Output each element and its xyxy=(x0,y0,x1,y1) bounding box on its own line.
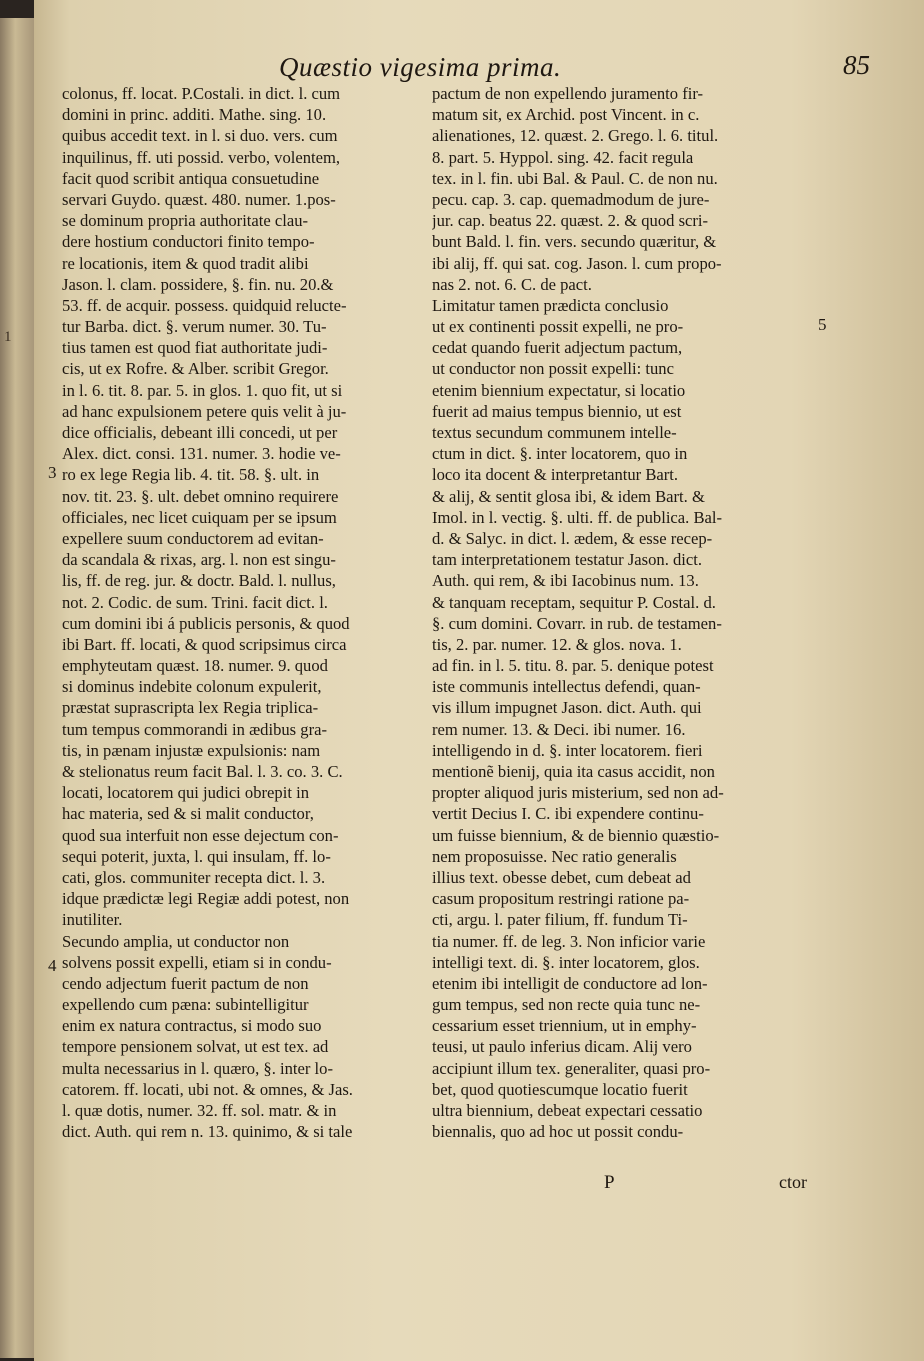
left-text-column xyxy=(62,83,414,1142)
margin-mark-1: 1 xyxy=(4,329,12,345)
right-column-line: cessarium esset triennium, ut in emphy- xyxy=(432,1016,697,1036)
left-column-line: quibus accedit text. in l. si duo. vers. cum xyxy=(62,126,338,146)
right-column-line: intelligendo in d. §. inter locatorem. fieri xyxy=(432,740,703,760)
margin-number-3: 3 xyxy=(48,463,57,482)
right-column-line: ut conductor non possit expelli: tunc xyxy=(432,359,674,379)
left-column-line: dice officialis, debeant illi concedi, ut per xyxy=(62,423,338,442)
right-column-line: ad fin. in l. 5. titu. 8. par. 5. denique potest xyxy=(432,656,714,676)
left-column-line: dict. Auth. qui rem n. 13. quinimo, & si tale xyxy=(62,1122,353,1142)
right-column-line: §. cum domini. Covarr. in rub. de testamen- xyxy=(432,613,722,633)
left-column-line: servari Guydo. quæst. 480. numer. 1.pos- xyxy=(62,189,336,209)
right-column-line: cedat quando fuerit adjectum pactum, xyxy=(432,338,683,358)
right-column-line: Limitatur tamen prædicta conclusio xyxy=(432,295,669,315)
left-column-line: quod sua interfuit non esse dejectum con- xyxy=(62,825,339,845)
left-column-line: dere hostium conductori finito tempo- xyxy=(62,232,315,252)
left-column-line: ro ex lege Regia lib. 4. tit. 58. §. ult. in xyxy=(62,465,320,485)
page-number: 85 xyxy=(843,50,870,80)
left-column-line: in l. 6. tit. 8. par. 5. in glos. 1. quo fit, ut si xyxy=(62,380,343,400)
right-column-line: pecu. cap. 3. cap. quemadmodum de jure- xyxy=(432,189,710,209)
right-column-line: ibi alij, ff. qui sat. cog. Jason. l. cum propo- xyxy=(432,253,722,273)
left-column-line: Alex. dict. consi. 131. numer. 3. hodie ve- xyxy=(62,444,341,464)
right-column-line: mentionẽ bienij, quia ita casus accidit, non xyxy=(432,762,715,781)
left-column-line: enim ex natura contractus, si modo suo xyxy=(62,1016,322,1036)
left-column-line: Secundo amplia, ut conductor non xyxy=(62,931,290,951)
left-column-line: da scandala & rixas, arg. l. non est singu- xyxy=(62,550,336,570)
right-column-line: pactum de non expellendo juramento fir- xyxy=(432,84,704,103)
running-title: Quæstio vigesima prima. xyxy=(279,52,562,82)
left-column-line: not. 2. Codic. de sum. Trini. facit dict. l. xyxy=(62,592,328,612)
right-column-line: tex. in l. fin. ubi Bal. & Paul. C. de non nu. xyxy=(432,168,718,188)
right-column-line: matum sit, ex Archid. post Vincent. in c. xyxy=(432,105,700,125)
left-column-line: nov. tit. 23. §. ult. debet omnino requirere xyxy=(62,486,339,506)
right-column-line: intelligi text. di. §. inter locatorem, glos. xyxy=(432,952,700,972)
right-column-line: alienationes, 12. quæst. 2. Grego. l. 6. titul. xyxy=(432,126,719,146)
left-column-line: & stelionatus reum facit Bal. l. 3. co. 3. C. xyxy=(62,762,343,781)
left-column-line: re locationis, item & quod tradit alibi xyxy=(62,253,309,273)
left-column-line: tur Barba. dict. §. verum numer. 30. Tu- xyxy=(62,317,327,337)
book-page xyxy=(34,0,924,1361)
left-column-line: locati, locatorem qui judici obrepit in xyxy=(62,783,309,803)
left-column-line: se dominum propria authoritate clau- xyxy=(62,211,309,231)
right-column-line: tia numer. ff. de leg. 3. Non inficior varie xyxy=(432,931,706,951)
right-column-line: Imol. in l. vectig. §. ulti. ff. de publica. Bal- xyxy=(432,507,723,527)
left-column-line: solvens possit expelli, etiam si in condu- xyxy=(62,952,332,972)
left-column-line: idque prædictæ legi Regiæ addi potest, non xyxy=(62,889,350,909)
right-column-line: accipiunt illum tex. generaliter, quasi pro- xyxy=(432,1058,711,1078)
margin-number-4: 4 xyxy=(48,956,57,975)
right-column-line: ut ex continenti possit expelli, ne pro- xyxy=(432,317,684,337)
left-column-line: expellendo cum pæna: subintelligitur xyxy=(62,995,309,1015)
left-column-line: ibi Bart. ff. locati, & quod scripsimus circa xyxy=(62,634,347,654)
right-column-line: tis, 2. par. numer. 12. & glos. nova. 1. xyxy=(432,634,682,654)
right-column-line: 8. part. 5. Hyppol. sing. 42. facit regula xyxy=(432,147,694,167)
right-column-line: d. & Salyc. in dict. l. ædem, & esse recep- xyxy=(432,528,713,548)
left-column-line: cis, ut ex Rofre. & Alber. scribit Gregor. xyxy=(62,359,329,379)
left-column-line: tius tamen est quod fiat authoritate judi- xyxy=(62,338,328,358)
right-column-line: etenim biennium expectatur, si locatio xyxy=(432,380,686,400)
right-text-column xyxy=(432,83,808,1142)
right-column-line: loco ita docent & interpretantur Bart. xyxy=(432,465,679,485)
right-column-line: vis illum impugnet Jason. dict. Auth. qui xyxy=(432,698,702,718)
left-column-line: domini in princ. additi. Mathe. sing. 10. xyxy=(62,105,327,125)
right-column-line: biennalis, quo ad hoc ut possit condu- xyxy=(432,1122,684,1142)
right-column-line: teusi, ut paulo inferius dicam. Alij vero xyxy=(432,1037,692,1057)
left-column-line: cendo adjectum fuerit pactum de non xyxy=(62,973,309,993)
left-column-line: l. quæ dotis, numer. 32. ff. sol. matr. & in xyxy=(62,1101,337,1120)
right-column-line: etenim ibi intelligit de conductore ad lon- xyxy=(432,973,708,993)
left-column-line: emphyteutam quæst. 18. numer. 9. quod xyxy=(62,656,328,676)
right-column-line: gum tempus, sed non recte quia tunc ne- xyxy=(432,995,701,1015)
catchword: ctor xyxy=(779,1172,807,1192)
left-column-line: 53. ff. de acquir. possess. quidquid relucte- xyxy=(62,295,347,315)
left-column-line: si dominus indebite colonum expulerit, xyxy=(62,677,322,697)
left-column-line: inutiliter. xyxy=(62,910,123,930)
left-column-line: Jason. l. clam. possidere, §. fin. nu. 20.& xyxy=(62,274,334,294)
left-column-line: cum domini ibi á publicis personis, & quod xyxy=(62,613,350,633)
right-column-line: Auth. qui rem, & ibi Iacobinus num. 13. xyxy=(432,571,699,591)
left-column-line: officiales, nec licet cuiquam per se ipsum xyxy=(62,507,337,527)
right-column-line: bunt Bald. l. fin. vers. secundo quæritur, & xyxy=(432,232,717,252)
right-column-line: textus secundum communem intelle- xyxy=(432,423,677,442)
left-column-line: ad hanc expulsionem petere quis velit à ju- xyxy=(62,401,347,421)
right-column-line: fuerit ad maius tempus biennio, ut est xyxy=(432,401,682,421)
right-column-line: casum propositum restringi ratione pa- xyxy=(432,889,690,909)
left-column-line: catorem. ff. locati, ubi not. & omnes, & Jas. xyxy=(62,1079,353,1099)
right-column-line: propter aliquod juris misterium, sed non ad- xyxy=(432,783,724,803)
left-column-line: hac materia, sed & si malit conductor, xyxy=(62,804,314,824)
left-column-line: facit quod scribit antiqua consuetudine xyxy=(62,168,320,188)
right-column-line: ctum in dict. §. inter locatorem, quo in xyxy=(432,444,688,464)
margin-number-5: 5 xyxy=(818,315,827,334)
left-column-line: cati, glos. communiter recepta dict. l. 3. xyxy=(62,867,326,887)
signature-mark: P xyxy=(604,1172,615,1193)
left-column-line: inquilinus, ff. uti possid. verbo, volentem, xyxy=(62,147,341,167)
right-column-line: & alij, & sentit glosa ibi, & idem Bart. & xyxy=(432,486,705,506)
previous-page-edge xyxy=(0,18,35,1358)
right-column-line: & tanquam receptam, sequitur P. Costal. d. xyxy=(432,592,716,612)
left-column-line: multa necessarius in l. quæro, §. inter lo- xyxy=(62,1058,333,1078)
left-column-line: præstat suprascripta lex Regia triplica- xyxy=(62,698,319,718)
right-column-line: cti, argu. l. pater filium, ff. fundum Ti- xyxy=(432,910,688,930)
left-column-line: tis, in pænam injustæ expulsionis: nam xyxy=(62,740,321,760)
left-column-line: colonus, ff. locat. P.Costali. in dict. l. cum xyxy=(62,84,341,103)
right-column-line: jur. cap. beatus 22. quæst. 2. & quod scri- xyxy=(432,211,709,231)
right-column-line: ultra biennium, debeat expectari cessatio xyxy=(432,1101,703,1120)
right-column-line: illius text. obesse debet, cum debeat ad xyxy=(432,867,691,887)
right-column-line: nas 2. not. 6. C. de pact. xyxy=(432,274,592,294)
left-column-line: sequi poterit, juxta, l. qui insulam, ff. lo- xyxy=(62,846,331,866)
right-column-line: rem numer. 13. & Deci. ibi numer. 16. xyxy=(432,719,686,739)
previous-page-margin-marks xyxy=(4,318,28,356)
right-column-line: nem proposuisse. Nec ratio generalis xyxy=(432,846,677,866)
right-column-line: vertit Decius I. C. ibi expendere continu- xyxy=(432,804,704,824)
right-column-line: um fuisse biennium, & de biennio quæstio- xyxy=(432,825,720,845)
right-column-line: tam interpretationem testatur Jason. dict. xyxy=(432,550,703,570)
left-column-line: lis, ff. de reg. jur. & doctr. Bald. l. nullus, xyxy=(62,571,336,591)
left-column-line: tum tempus commorandi in ædibus gra- xyxy=(62,719,328,739)
left-column-line: expellere suum conductorem ad evitan- xyxy=(62,528,324,548)
left-column-line: tempore pensionem solvat, ut est tex. ad xyxy=(62,1037,329,1057)
right-column-line: bet, quod quotiescumque locatio fuerit xyxy=(432,1079,688,1099)
right-column-line: iste communis intellectus defendi, quan- xyxy=(432,677,701,697)
